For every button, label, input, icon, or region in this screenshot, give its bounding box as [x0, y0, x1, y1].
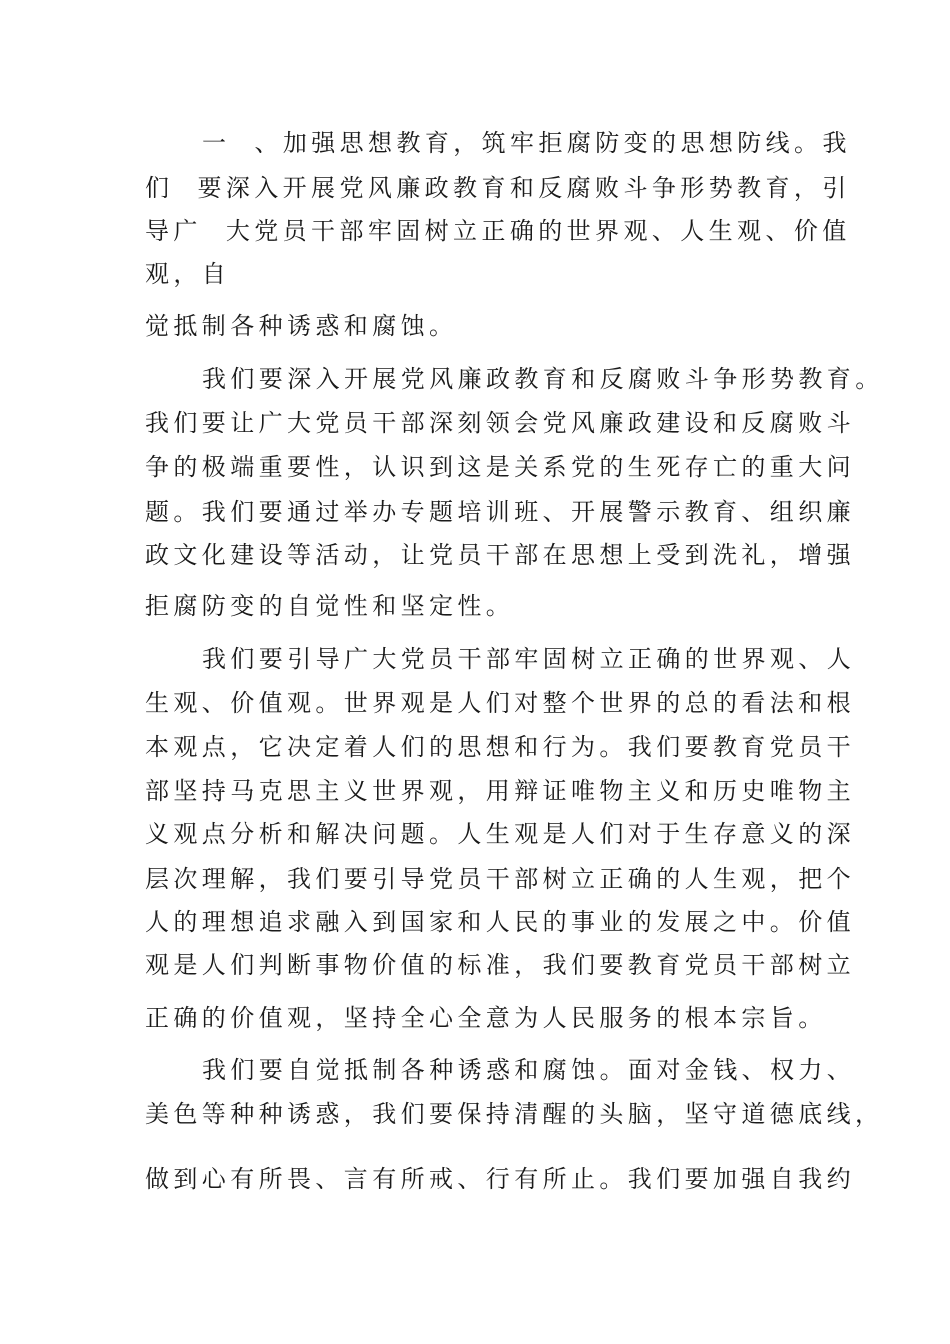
text-line: 政文化建设等活动，让党员干部在思想上受到洗礼，增强	[145, 541, 855, 569]
text-line: 做到心有所畏、言有所戒、行有所止。我们要加强自我约	[145, 1165, 855, 1193]
text-line: 观，自	[145, 260, 231, 288]
text-line: 我们要自觉抵制各种诱惑和腐蚀。面对金钱、权力、	[202, 1056, 856, 1084]
text-line: 观是人们判断事物价值的标准，我们要教育党员干部树立	[145, 951, 855, 979]
text-line: 我们要让广大党员干部深刻领会党风廉政建设和反腐败斗	[145, 409, 855, 437]
text-line: 本观点，它决定着人们的思想和行为。我们要教育党员干	[145, 733, 855, 761]
text-line: 觉抵制各种诱惑和腐蚀。	[145, 312, 458, 340]
text-line: 生观、价值观。世界观是人们对整个世界的总的看法和根	[145, 689, 855, 717]
text-line: 人的理想追求融入到国家和人民的事业的发展之中。价值	[145, 908, 855, 936]
text-line: 一 、加强思想教育，筑牢拒腐防变的思想防线。我	[202, 129, 851, 157]
text-line: 导广 大党员干部牢固树立正确的世界观、人生观、价值	[145, 217, 851, 245]
text-line: 义观点分析和解决问题。人生观是人们对于生存意义的深	[145, 820, 855, 848]
text-line: 美色等种种诱惑，我们要保持清醒的头脑，坚守道德底线，	[145, 1100, 884, 1128]
text-line: 部坚持马克思主义世界观，用辩证唯物主义和历史唯物主	[145, 777, 855, 805]
text-line: 层次理解，我们要引导党员干部树立正确的人生观，把个	[145, 865, 855, 893]
text-line: 我们要深入开展党风廉政教育和反腐败斗争形势教育。	[202, 365, 884, 393]
text-line: 拒腐防变的自觉性和坚定性。	[145, 592, 515, 620]
text-line: 我们要引导广大党员干部牢固树立正确的世界观、人	[202, 645, 856, 673]
text-line: 们 要深入开展党风廉政教育和反腐败斗争形势教育，引	[145, 174, 851, 202]
text-line: 争的极端重要性，认识到这是关系党的生死存亡的重大问	[145, 453, 855, 481]
text-line: 正确的价值观，坚持全心全意为人民服务的根本宗旨。	[145, 1004, 827, 1032]
text-line: 题。我们要通过举办专题培训班、开展警示教育、组织廉	[145, 498, 855, 526]
